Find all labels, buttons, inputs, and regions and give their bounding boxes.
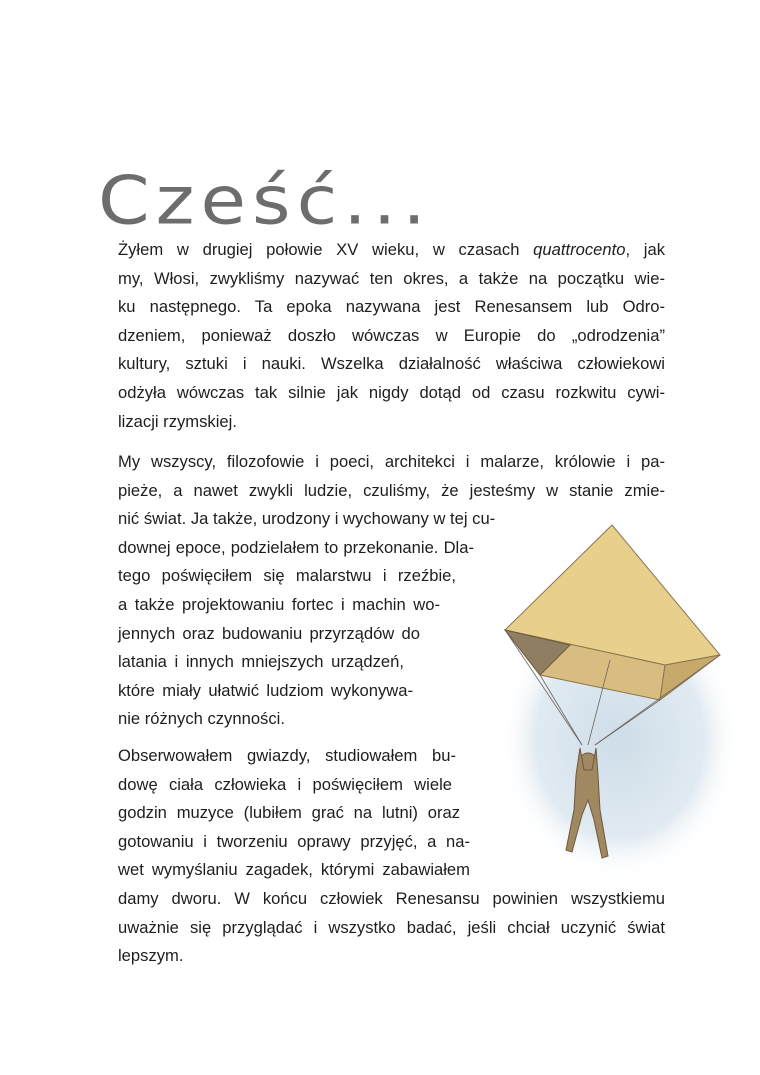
text-line: które miały ułatwić ludziom wykonywa- (118, 680, 413, 700)
text-line: Obserwowałem gwiazdy, studiowałem bu- (118, 746, 456, 765)
text-line: dowę ciała człowieka i poświęciłem wiele (118, 774, 452, 794)
text-line: pieże, a nawet zwykli ludzie, czuliśmy, że jesteśmy w stanie zmie- (118, 480, 665, 500)
text-line: nie różnych czynności. (118, 709, 285, 729)
text-line: gotowaniu i tworzeniu oprawy przyjęć, a na- (118, 831, 470, 851)
parachute-illustration (470, 500, 740, 890)
page-title: Cześć... (98, 161, 432, 240)
text-line: uważnie się przyglądać i wszystko badać, jeśli chciał uczynić świat (118, 917, 665, 937)
text-line: dzeniem, ponieważ doszło wówczas w Europie do „odrodzenia” (118, 325, 665, 345)
text-line: a także projektowaniu fortec i machin wo- (118, 594, 440, 614)
text-line: tego poświęciłem się malarstwu i rzeźbie, (118, 566, 456, 586)
text-line: lizacji rzymskiej. (118, 411, 237, 431)
text-line: My wszyscy, filozofowie i poeci, architekci i malarze, królowie i pa- (118, 452, 665, 471)
text-line: damy dworu. W końcu człowiek Renesansu powinien wszystkiemu (118, 888, 665, 908)
text-line: jennych oraz budowaniu przyrządów do (118, 623, 420, 643)
text-line: kultury, sztuki i nauki. Wszelka działalność właściwa człowiekowi (118, 354, 665, 374)
text-line: Żyłem w drugiej połowie XV wieku, w czasach quattrocento, jak (118, 240, 665, 259)
text-line: latania i innych mniejszych urządzeń, (118, 652, 404, 672)
text-line: lepszym. (118, 946, 184, 966)
text-line: odżyła wówczas tak silnie jak nigdy dotąd od czasu rozkwitu cywi- (118, 382, 665, 402)
text-line: my, Włosi, zwykliśmy nazywać ten okres, a także na początku wie- (118, 268, 665, 288)
text-line: nić świat. Ja także, urodzony i wychowany w tej cu- (118, 509, 496, 529)
text-line: godzin muzyce (lubiłem grać na lutni) oraz (118, 803, 460, 823)
text-line: downej epoce, podzielałem to przekonanie. Dla- (118, 537, 474, 557)
text-line: ku następnego. Ta epoka nazywana jest Renesansem lub Odro- (118, 297, 665, 317)
paragraph-1 (118, 236, 665, 436)
text-line: wet wymyślaniu zagadek, którymi zabawiałem (118, 860, 470, 880)
italic-term: quattrocento (533, 240, 626, 259)
